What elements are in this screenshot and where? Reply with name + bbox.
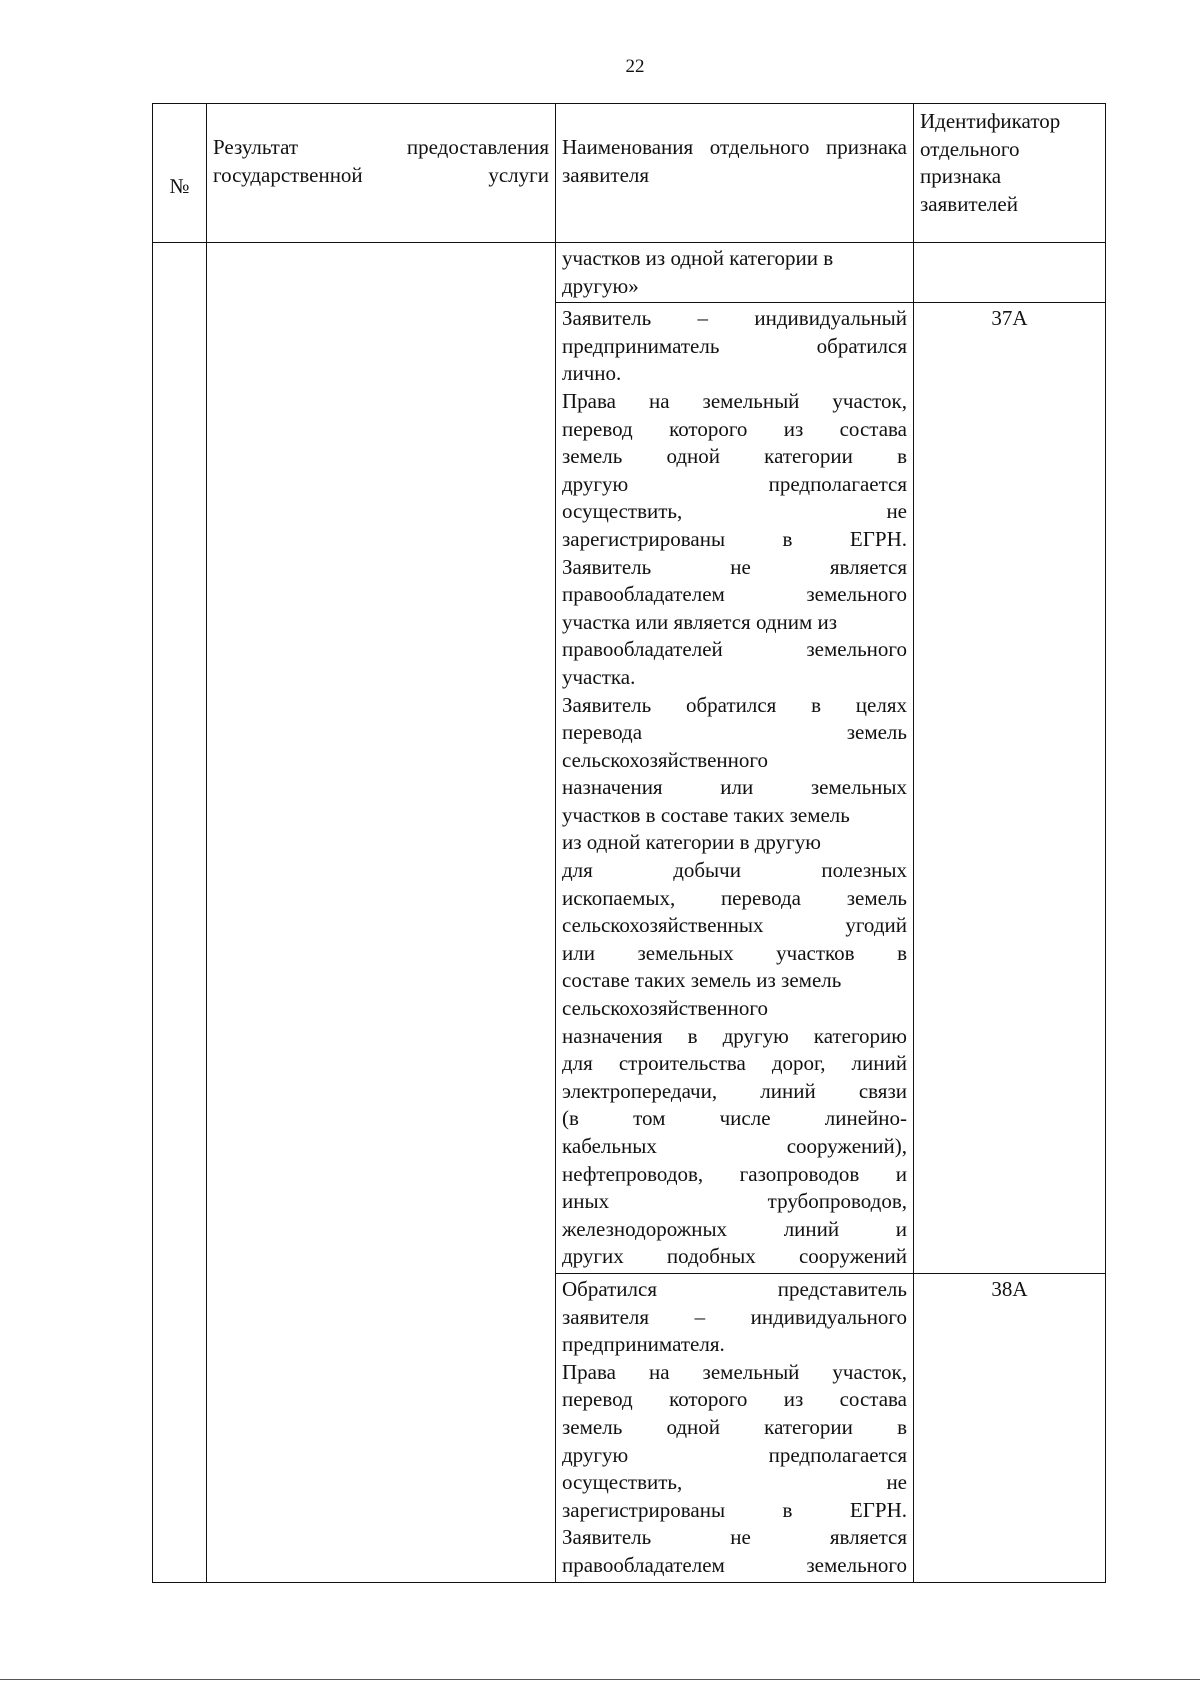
text-line: участков в составе таких земель xyxy=(562,802,850,827)
header-result: Результат предоставления государственной услуги xyxy=(207,104,556,243)
text-line: правообладателем земельного xyxy=(562,582,907,607)
page-number: 22 xyxy=(625,56,645,77)
text-line: земель одной категории в xyxy=(562,1414,907,1439)
text-line: железнодорожных линий и xyxy=(562,1216,907,1241)
text-line: другую предполагается xyxy=(562,1442,907,1467)
text-line: для строительства дорог, линий xyxy=(562,1051,907,1076)
text-line: перевода земель xyxy=(562,720,907,745)
feature-name-cell xyxy=(556,243,914,303)
number-cell xyxy=(153,243,207,1583)
text-line: для добычи полезных xyxy=(562,858,907,883)
text-line: осуществить, не xyxy=(562,499,907,524)
text-line: другую предполагается xyxy=(562,471,907,496)
feature-name-cell xyxy=(556,303,914,1274)
text-line: участка или является одним из xyxy=(562,609,838,634)
feature-name-cell xyxy=(556,1273,914,1582)
text-line: правообладателем земельного xyxy=(562,1552,907,1577)
text-line: Права на земельный участок, xyxy=(562,1359,907,1384)
text-line: Заявитель не является xyxy=(562,554,907,579)
text-line: лично. xyxy=(562,361,622,386)
text-line: Права на земельный участок, xyxy=(562,388,907,413)
text-line: зарегистрированы в ЕГРН. xyxy=(562,1497,907,1522)
text-line: (в том числе линейно- xyxy=(562,1106,907,1131)
table-row xyxy=(153,243,1106,303)
text-line: иных трубопроводов, xyxy=(562,1189,907,1214)
text-line: из одной категории в другую xyxy=(562,830,821,855)
text-line: Заявитель не является xyxy=(562,1525,907,1550)
text-line: составе таких земель из земель xyxy=(562,968,842,993)
table-header-row xyxy=(153,104,1106,243)
text-line: электропередачи, линий связи xyxy=(562,1078,907,1103)
text-line: ископаемых, перевода земель xyxy=(562,885,907,910)
text-line: земель одной категории в xyxy=(562,444,907,469)
feature-id-cell: 38А xyxy=(914,1273,1106,1582)
text-line: перевод которого из состава xyxy=(562,1387,907,1412)
text-line: участков из одной категории в xyxy=(562,246,834,270)
text-line: других подобных сооружений xyxy=(562,1244,907,1269)
feature-id-cell: 37А xyxy=(914,303,1106,1274)
text-line: сельскохозяйственного xyxy=(562,747,768,772)
text-line: заявителя – индивидуального xyxy=(562,1304,907,1329)
header-feature-name: Наименования отдельного признака заявителя xyxy=(556,104,914,243)
text-line: нефтепроводов, газопроводов и xyxy=(562,1161,907,1186)
text-line: зарегистрированы в ЕГРН. xyxy=(562,526,907,551)
bottom-rule xyxy=(0,1679,1200,1680)
header-feature-identifier: Идентификатор отдельного признака заявителей xyxy=(914,104,1106,243)
text-line: другую» xyxy=(562,273,639,298)
text-line: Заявитель обратился в целях xyxy=(562,692,907,717)
text-line: назначения в другую категорию xyxy=(562,1023,907,1048)
text-line: Заявитель – индивидуальный xyxy=(562,306,907,331)
text-line: кабельных сооружений), xyxy=(562,1134,907,1158)
text-line: предприниматель обратился xyxy=(562,333,907,358)
feature-id-cell xyxy=(914,243,1106,303)
text-line: сельскохозяйственного xyxy=(562,996,768,1021)
text-line: осуществить, не xyxy=(562,1470,907,1495)
applicant-features-table xyxy=(152,103,1106,1583)
text-line: Обратился представитель xyxy=(562,1276,907,1301)
result-cell xyxy=(207,243,556,1583)
text-line: перевод которого из состава xyxy=(562,416,907,441)
text-line: правообладателей земельного xyxy=(562,637,907,662)
text-line: сельскохозяйственных угодий xyxy=(562,913,907,938)
text-line: назначения или земельных xyxy=(562,775,907,800)
header-number: № xyxy=(153,104,207,243)
text-line: предпринимателя. xyxy=(562,1332,725,1357)
text-line: участка. xyxy=(562,664,636,689)
text-line: или земельных участков в xyxy=(562,940,907,965)
